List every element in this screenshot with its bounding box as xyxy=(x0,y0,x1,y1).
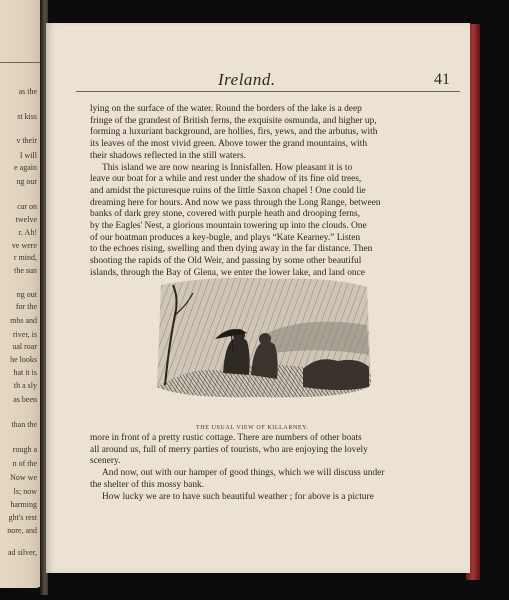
left-page-fragment: the sun xyxy=(14,266,37,275)
page-number: 41 xyxy=(434,71,450,88)
left-page-fragment: rough a xyxy=(12,445,37,454)
running-title: Ireland. xyxy=(218,70,276,89)
left-page-fragment: th a sly xyxy=(13,381,37,390)
left-page-fragment: ng out xyxy=(16,290,37,299)
text-line: leave our boat for a while and rest under the shadow of its fine old trees, xyxy=(90,174,362,185)
left-page-fragment: than the xyxy=(11,420,37,429)
text-line: lying on the surface of the water. Round the borders of the lake is a deep xyxy=(90,104,362,114)
text-line: to the echoes rising, swelling and then dying away in the far distance. Then xyxy=(90,244,373,255)
running-head xyxy=(46,70,470,90)
left-page-fragment: twelve xyxy=(15,215,37,224)
text-line: the shelter of this mossy bank. xyxy=(90,479,205,490)
left-page-fragment: mbs and xyxy=(10,316,37,325)
text-line: fringe of the grandest of British ferns, the exquisite osmunda, and higher up, xyxy=(90,115,377,126)
text-line: forming a luxuriant background, are hollies, firs, yews, and the arbutus, with xyxy=(90,127,378,138)
left-page-fragment: Now we xyxy=(10,473,37,482)
left-page-fragment: I will xyxy=(19,151,37,160)
left-page-fragment: car on xyxy=(17,202,37,211)
left-page-fragment: as been xyxy=(13,395,37,404)
header-rule xyxy=(76,91,460,92)
text-line: scenery. xyxy=(90,456,121,467)
left-page-fragment: ght's rest xyxy=(8,513,37,522)
left-page-fragment: n of the xyxy=(12,459,37,468)
text-line: its leaves of the most vivid green. Above tower the grand mountains, with xyxy=(90,139,368,150)
left-page-fragment: he looks xyxy=(10,355,37,364)
left-page-fragment: r. Ah! xyxy=(18,228,37,237)
left-page xyxy=(0,0,42,588)
left-page-fragment: ng our xyxy=(16,177,37,186)
left-page-fragment: for the xyxy=(15,302,37,311)
left-page-fragment: hat it is xyxy=(13,368,37,377)
text-line: shooting the rapids of the Old Weir, and passing by some other beautiful xyxy=(90,256,362,267)
left-page-fragment: st kiss xyxy=(17,112,37,121)
text-line: by the Eagles' Nest, a glorious mountain towering up into the clouds. One xyxy=(90,221,367,232)
left-page-fragment: r mind, xyxy=(13,253,37,262)
left-page-fragment: ls; now xyxy=(13,487,37,496)
text-line: And now, out with our hamper of good things, which we will discuss under xyxy=(102,468,385,479)
right-page xyxy=(46,23,470,573)
body-text-top xyxy=(90,104,438,280)
killarney-illustration xyxy=(153,275,373,399)
text-line: dreaming here for hours. And now we pass through the Long Range, between xyxy=(90,197,381,208)
left-page-fragment: v their xyxy=(16,136,37,145)
left-page-fragment: as the xyxy=(18,87,37,96)
text-line: islands, through the Bay of Glena, we enter the lower lake, and land once xyxy=(90,267,365,278)
text-line: their shadows reflected in the still waters. xyxy=(90,150,246,161)
left-page-fragment: ad silver, xyxy=(7,548,37,557)
text-line: How lucky we are to have such beautiful weather ; for above is a picture xyxy=(102,491,374,502)
text-line: This island we are now nearing is Innisfallen. How pleasant it is to xyxy=(102,162,353,173)
left-page-fragment: ual roar xyxy=(12,342,37,351)
body-text-bottom xyxy=(90,433,438,503)
text-line: more in front of a pretty rustic cottage. There are numbers of other boats xyxy=(90,433,362,443)
left-page-fragment: e again xyxy=(14,163,37,172)
text-line: all around us, full of merry parties of tourists, who are enjoying the lovely xyxy=(90,444,368,455)
left-page-fragment: ve were xyxy=(11,241,37,250)
text-line: banks of dark grey stone, covered with purple heath and drooping ferns, xyxy=(90,209,360,220)
illustration-caption: THE USUAL VIEW OF KILLARNEY. xyxy=(196,425,309,431)
left-page-fragment: harming xyxy=(10,500,37,509)
left-page-rule xyxy=(0,62,40,63)
left-page-fragment: nore, and xyxy=(7,526,37,535)
text-line: and amidst the picturesque ruins of the little Saxon chapel ! One could lie xyxy=(90,185,366,196)
left-page-fragment: river, is xyxy=(12,330,37,339)
text-line: of our boatman produces a key-bugle, and plays “Kate Kearney.” Listen xyxy=(90,232,361,243)
